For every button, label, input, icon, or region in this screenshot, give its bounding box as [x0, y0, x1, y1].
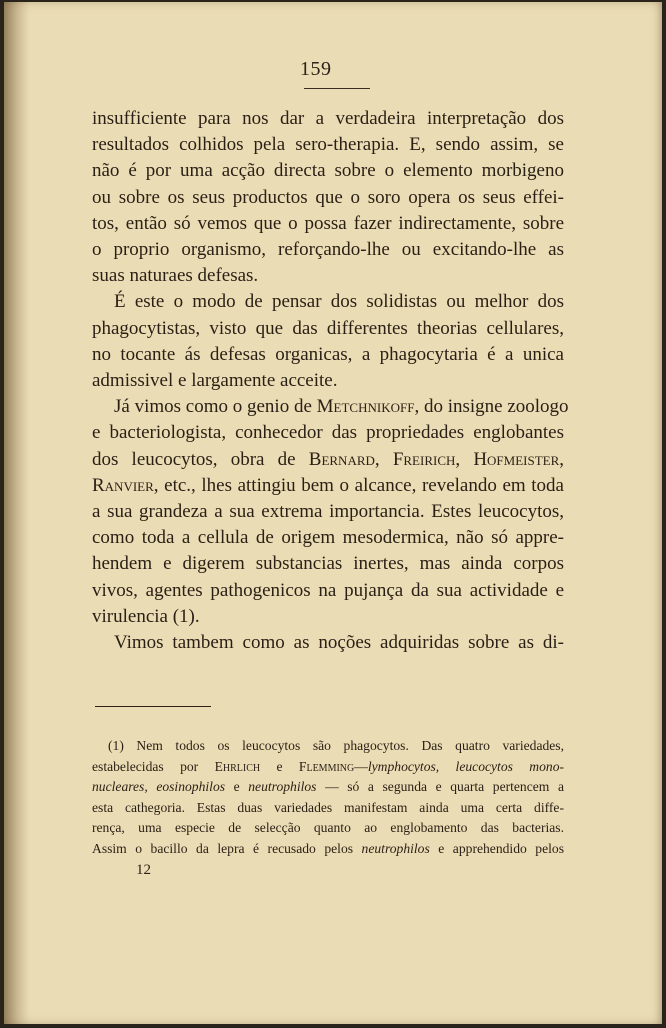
- footnote: [92, 736, 564, 859]
- text-line: dos leucocytos, obra de Bernard, Freirich, Hofmeister,: [92, 448, 565, 470]
- text-line: [92, 394, 569, 420]
- text-line: ou sobre os seus productos que o soro opera os seus effei-: [92, 186, 564, 208]
- text-fragment: e: [276, 758, 283, 774]
- text-fragment: , do insigne zoologo: [414, 396, 569, 418]
- text-line: resultados colhidos pela sero-therapia. E, sendo assim, se: [92, 134, 564, 156]
- text-line: [92, 473, 564, 499]
- body-text: [92, 106, 569, 656]
- text-line: não é por uma acção directa sobre o elemento morbigeno: [92, 160, 564, 182]
- text-line: hendem e digerem substancias inertes, mas ainda corpos: [92, 553, 564, 575]
- text-line: e bacteriologista, conhecedor das propriedades englobantes: [92, 422, 564, 444]
- footnote-line: [92, 757, 564, 778]
- text-line: virulencia (1).: [92, 605, 200, 627]
- author-name: Freirich: [392, 448, 456, 470]
- text-line: Vimos tambem como as noções adquiridas sobre as di-: [114, 632, 564, 654]
- text-line: vivos, agentes pathogenicos na pujança da sua actividade e: [92, 579, 564, 601]
- italic-term: neutrophilos: [248, 779, 317, 794]
- page-gutter-shadow: [4, 2, 30, 1024]
- text-line: a sua grandeza a sua extrema importancia. Estes leucocytos,: [92, 501, 564, 523]
- author-name: Metchnikoff: [316, 396, 415, 418]
- footnote-line: (1) Nem todos os leucocytos são phagocytos. Das quatro variedades,: [108, 738, 564, 753]
- text-line: no tocante ás defesas organicas, a phagocytaria é a unica: [92, 343, 564, 365]
- footnote-line: esta cathegoria. Estas duas variedades manifestam ainda uma certa diffe-: [92, 799, 564, 815]
- text-line: phagocytistas, visto que das differentes theorias cellulares,: [92, 317, 564, 339]
- italic-term: lymphocytos, leucocytos mono-: [367, 758, 565, 774]
- italic-term: neutrophilos: [361, 840, 430, 856]
- page-number: 159: [300, 58, 332, 80]
- text-line: como toda a cellula de origem mesodermica, não só appre-: [92, 527, 564, 549]
- text-line: admissivel e largamente acceite.: [92, 370, 338, 392]
- text-fragment: e apprehendido pelos: [438, 840, 564, 856]
- author-name: Bernard: [308, 448, 375, 470]
- text-fragment: estabelecidas por: [92, 758, 199, 774]
- text-fragment: e: [233, 779, 240, 794]
- text-fragment: , etc., lhes attingiu bem o alcance, revelando em toda: [153, 474, 564, 496]
- signature-mark: 12: [136, 862, 151, 878]
- author-name: Flemming: [298, 758, 355, 774]
- author-name: Ranvier: [92, 474, 154, 496]
- text-fragment: —: [354, 758, 368, 774]
- author-name: Ehrlich: [214, 758, 261, 774]
- text-fragment: Já vimos como o genio de: [114, 396, 312, 418]
- text-fragment: dos leucocytos, obra de: [92, 448, 296, 470]
- text-fragment: — só a segunda e quarta pertencem a: [325, 779, 564, 794]
- footnote-rule: [95, 706, 211, 707]
- text-line: insufficiente para nos dar a verdadeira interpretação dos: [92, 108, 564, 129]
- text-line: suas naturaes defesas.: [92, 265, 259, 287]
- author-name: Hofmeister: [473, 448, 560, 470]
- footnote-line: rença, uma especie de selecção quanto ao englobamento das bacterias.: [92, 820, 564, 835]
- text-fragment: Assim o bacillo da lepra é recusado pelos: [92, 840, 354, 856]
- text-line: o proprio organismo, reforçando-lhe ou excitando-lhe as: [92, 239, 564, 261]
- footnote-line: [92, 839, 564, 860]
- text-line: É este o modo de pensar dos solidistas ou melhor dos: [114, 291, 564, 313]
- page-number-rule: [304, 88, 370, 89]
- italic-term: nucleares, eosinophilos: [92, 779, 226, 794]
- text-line: tos, então só vemos que o possa fazer indirectamente, sobre: [92, 212, 564, 234]
- footnote-line: [92, 777, 564, 798]
